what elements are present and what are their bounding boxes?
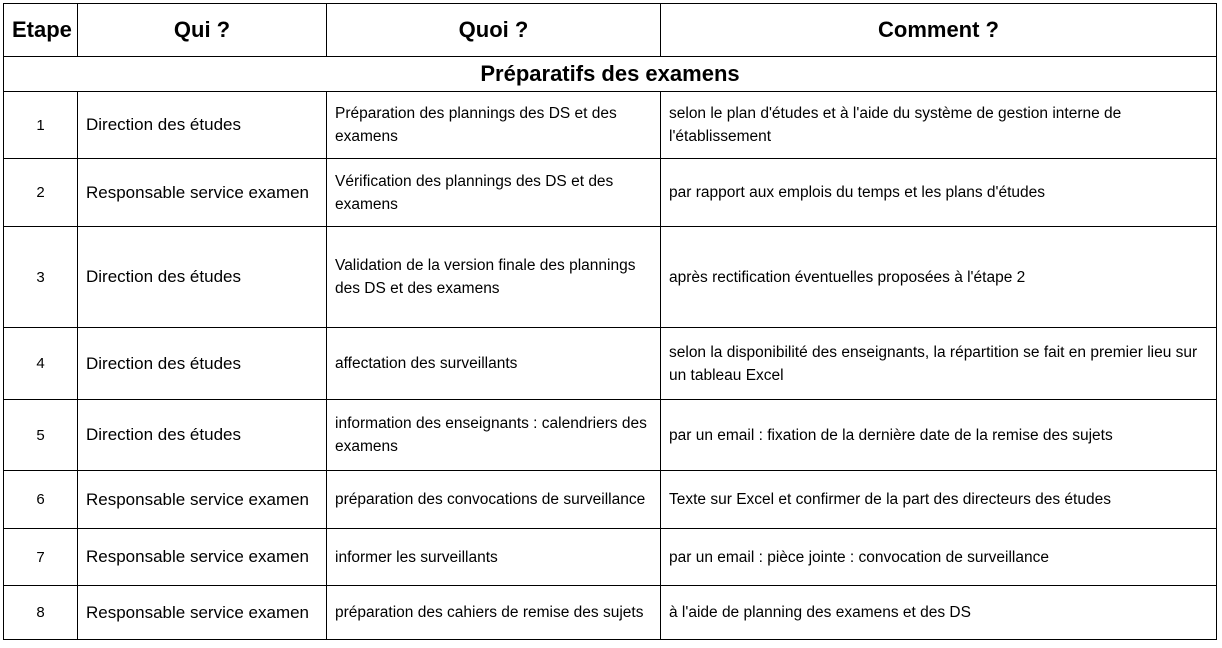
row-qui: Responsable service examen [78, 586, 327, 640]
section-title: Préparatifs des examens [4, 57, 1217, 92]
row-etape: 2 [4, 159, 78, 227]
row-comment: selon le plan d'études et à l'aide du système de gestion interne de l'établissement [661, 92, 1217, 159]
row-etape: 5 [4, 400, 78, 471]
row-qui: Direction des études [78, 92, 327, 159]
row-comment: par un email : fixation de la dernière date de la remise des sujets [661, 400, 1217, 471]
table-row [4, 227, 1217, 328]
row-etape: 1 [4, 92, 78, 159]
row-comment: par rapport aux emplois du temps et les plans d'études [661, 159, 1217, 227]
header-qui: Qui ? [78, 4, 327, 57]
header-row [4, 4, 1217, 57]
table-row [4, 159, 1217, 227]
row-quoi: préparation des cahiers de remise des sujets [327, 586, 661, 640]
row-quoi: information des enseignants : calendriers des examens [327, 400, 661, 471]
row-comment: après rectification éventuelles proposées à l'étape 2 [661, 227, 1217, 328]
row-etape: 3 [4, 227, 78, 328]
row-etape: 4 [4, 328, 78, 400]
row-comment: Texte sur Excel et confirmer de la part des directeurs des études [661, 471, 1217, 529]
row-quoi: Préparation des plannings des DS et des examens [327, 92, 661, 159]
header-comment: Comment ? [661, 4, 1217, 57]
row-quoi: informer les surveillants [327, 529, 661, 586]
section-row [4, 57, 1217, 92]
row-comment: selon la disponibilité des enseignants, la répartition se fait en premier lieu sur un tableau Excel [661, 328, 1217, 400]
row-qui: Direction des études [78, 400, 327, 471]
row-etape: 7 [4, 529, 78, 586]
row-quoi: préparation des convocations de surveillance [327, 471, 661, 529]
row-comment: par un email : pièce jointe : convocation de surveillance [661, 529, 1217, 586]
table-row [4, 92, 1217, 159]
row-qui: Responsable service examen [78, 159, 327, 227]
table-row [4, 471, 1217, 529]
row-qui: Direction des études [78, 227, 327, 328]
table-row [4, 586, 1217, 640]
header-etape: Etape [4, 4, 78, 57]
table-row [4, 400, 1217, 471]
header-quoi: Quoi ? [327, 4, 661, 57]
table-row [4, 529, 1217, 586]
table-row [4, 328, 1217, 400]
row-quoi: Validation de la version finale des plannings des DS et des examens [327, 227, 661, 328]
row-quoi: affectation des surveillants [327, 328, 661, 400]
row-etape: 6 [4, 471, 78, 529]
row-comment: à l'aide de planning des examens et des DS [661, 586, 1217, 640]
row-quoi: Vérification des plannings des DS et des examens [327, 159, 661, 227]
row-qui: Responsable service examen [78, 471, 327, 529]
row-qui: Responsable service examen [78, 529, 327, 586]
row-qui: Direction des études [78, 328, 327, 400]
procedure-table [3, 3, 1217, 640]
row-etape: 8 [4, 586, 78, 640]
